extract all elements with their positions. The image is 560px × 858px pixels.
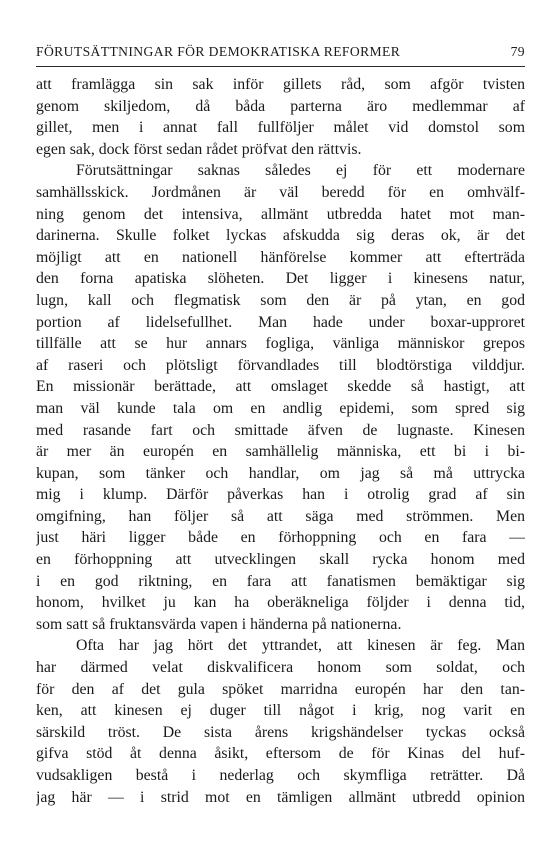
text-line: omgifning, han följer så att säga med strömmen. Men: [36, 507, 525, 525]
text-line: En missionär berättade, att omslaget skedde så hastigt, att: [36, 378, 525, 396]
text-line: man väl kunde tala om en andlig epidemi, som spred sig: [36, 399, 525, 417]
text-line: samhällsskick. Jordmånen är väl beredd för en omhvälf-: [36, 183, 525, 201]
text-line: har därmed velat diskvalificera honom som soldat, och: [36, 659, 525, 677]
text-line: portion af lidelsefullhet. Man hade under boxar-upproret: [36, 313, 525, 331]
text-line: möjligt att en nationell hänförelse kommer att efterträda: [36, 248, 525, 266]
text-line: gifva stöd åt denna åsikt, eftersom de för Kinas del huf-: [36, 745, 525, 763]
text-line: i en god riktning, en fara att fanatismen bemäktigar sig: [36, 572, 525, 590]
text-line: en förhoppning att utvecklingen skall rycka honom med: [36, 551, 525, 569]
header-rule: [36, 66, 525, 67]
text-line: ning genom det intensiva, allmänt utbredda hatet mot man-: [36, 205, 525, 223]
text-line: Förutsättningar saknas således ej för ett modernare: [76, 162, 525, 180]
body-text: [36, 74, 525, 808]
text-line: tillfälle att se hur annars fogliga, vänliga människor grepos: [36, 335, 525, 353]
running-header-title: FÖRUTSÄTTNINGAR FÖR DEMOKRATISKA REFORMER: [36, 44, 401, 59]
text-line: gillet, men i annat fall fullföljer målet vid domstol som: [36, 119, 525, 137]
text-line: som satt så fruktansvärda vapen i händerna på nationerna.: [36, 615, 402, 633]
text-line: just häri ligger både en förhoppning och en fara —: [36, 529, 525, 547]
text-line: den forna apatiska slöheten. Det ligger i kinesens natur,: [36, 270, 525, 288]
text-line: är mer än europén en samhällelig människa, ett bi i bi-: [36, 443, 525, 461]
text-line: af raseri och plötsligt förvandlades till blodtörstiga vilddjur.: [36, 356, 525, 374]
text-line: kupan, som tänker och handlar, om jag så må uttrycka: [36, 464, 525, 482]
text-line: egen sak, dock först sedan rådet pröfvat den rättvis.: [36, 140, 362, 158]
text-line: lugn, kall och flegmatisk som den är på ytan, en god: [36, 291, 525, 309]
text-line: ken, att kinesen ej duger till något i krig, nog varit en: [36, 702, 525, 720]
text-line: att framlägga sin sak inför gillets råd, som afgör tvisten: [36, 76, 525, 93]
running-header: [36, 43, 525, 61]
text-line: darinerna. Skulle folket lyckas afskudda sig deras ok, är det: [36, 227, 525, 245]
text-line: Ofta har jag hört det yttrandet, att kinesen är feg. Man: [76, 637, 525, 655]
text-line: genom skiljedom, då båda parterna äro medlemmar af: [36, 97, 525, 115]
text-line: vudsakligen bestå i nederlag och skymfliga reträtter. Då: [36, 767, 525, 784]
text-line: för den af det gula spöket marridna europén har den tan-: [36, 680, 525, 698]
page-number: 79: [510, 44, 525, 59]
text-line: jag här — i strid mot en tämligen allmänt utbredd opinion: [36, 788, 525, 806]
text-line: honom, hvilket ju kan ha oberäkneliga följder i denna tid,: [36, 594, 525, 612]
text-line: med rasande fart och smittade äfven de lugnaste. Kinesen: [36, 421, 525, 439]
text-line: särskild tröst. De sista årens krigshändelser tyckas också: [36, 723, 525, 741]
text-line: mig i klump. Därför påverkas han i otrolig grad af sin: [36, 486, 525, 504]
